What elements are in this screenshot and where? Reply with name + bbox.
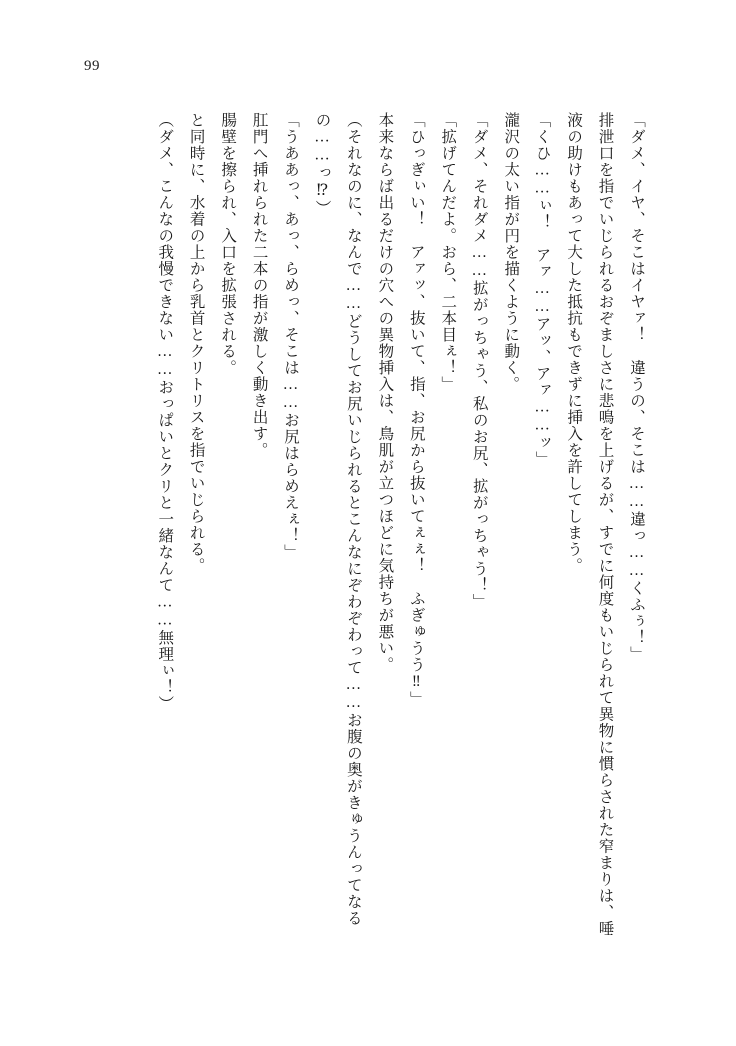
paragraph: （それなのに、なんで……どうしてお尻いじられるとこんなにぞわぞわって……お腹の奥がきゅうんってなるの……っ⁉）: [313, 112, 362, 927]
page-number: 99: [84, 58, 100, 74]
paragraph: 「拡げてんだよ。おら、二本目ぇ！」: [439, 112, 457, 393]
paragraph: 「うああっ、あっ、らめっ、そこは……お尻はらめえぇ！」: [282, 112, 300, 561]
paragraph: 腸壁を擦られ、入口を拡張される。: [219, 112, 237, 376]
paragraph: （ダメ、こんなの我慢できない……おっぱいとクリと一緒なんて……無理ぃ！）: [156, 112, 174, 712]
body-text-column: [52, 112, 652, 942]
paragraph: 「ダメ、それダメ……拡がっちゃう、私のお尻、拡がっちゃう！」: [470, 112, 488, 610]
paragraph: 「ひっぎぃい！ アァッ、抜いて、指、お尻から抜いてぇぇ！ ふぎゅうう‼」: [407, 112, 425, 708]
paragraph: 「くひ……ぃ！ アァ……アッ、アァ……ッ」: [533, 112, 551, 468]
paragraph: 瀧沢の太い指が円を描くように動く。: [502, 112, 520, 393]
paragraph: 本来ならば出るだけの穴への異物挿入は、鳥肌が立つほどに気持ちが悪い。: [376, 112, 394, 673]
paragraph: 肛門へ挿れられた二本の指が激しく動き出す。: [250, 112, 268, 459]
paragraph: 排泄口を指でいじられるおぞましさに悲鳴を上げるが、すでに何度もいじられて異物に慣らされた窄まりは、唾液の助けもあって大した抵抗もできずに挿入を許してしまう。: [565, 112, 614, 937]
paragraph: と同時に、水着の上から乳首とクリトリスを指でいじられる。: [187, 112, 205, 574]
paragraph: 「ダメ、イヤ、そこはイヤァ！ 違うの、そこは……違っ……くふぅ！」: [628, 112, 645, 663]
